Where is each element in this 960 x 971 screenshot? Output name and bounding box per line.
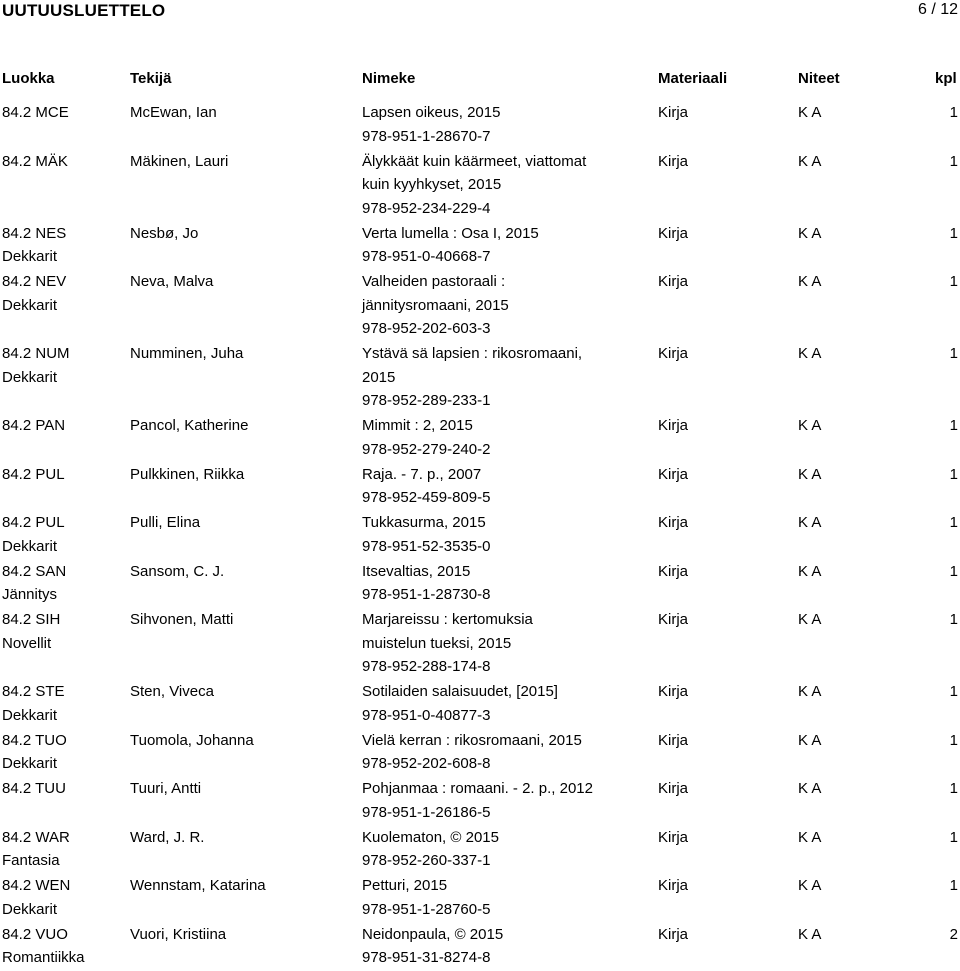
cell-luokka <box>2 150 122 174</box>
table-row <box>0 463 960 512</box>
cell-materiaali: Kirja <box>658 874 718 898</box>
table-row <box>0 608 960 680</box>
cell-nimeke-line: Pohjanmaa : romaani. - 2. p., 2012 <box>362 777 647 801</box>
cell-materiaali: Kirja <box>658 826 718 850</box>
cell-kpl: 1 <box>930 560 958 584</box>
table-row <box>0 222 960 271</box>
cell-luokka <box>2 777 122 801</box>
cell-tekija: Nesbø, Jo <box>130 222 355 246</box>
cell-materiaali: Kirja <box>658 222 718 246</box>
cell-luokka <box>2 680 122 727</box>
cell-tekija: Sihvonen, Matti <box>130 608 355 632</box>
cell-nimeke <box>362 414 647 461</box>
cell-luokka-line: Romantiikka <box>2 946 122 970</box>
cell-niteet: K A <box>798 608 868 632</box>
cell-materiaali: Kirja <box>658 923 718 947</box>
cell-nimeke-line: 978-951-1-28760-5 <box>362 898 647 922</box>
cell-niteet: K A <box>798 222 868 246</box>
cell-nimeke <box>362 608 647 679</box>
cell-luokka-line: 84.2 VUO <box>2 923 122 947</box>
cell-luokka <box>2 511 122 558</box>
cell-nimeke <box>362 729 647 776</box>
col-header-tekija: Tekijä <box>130 70 171 87</box>
cell-nimeke <box>362 270 647 341</box>
table-row <box>0 923 960 971</box>
cell-materiaali: Kirja <box>658 608 718 632</box>
cell-luokka <box>2 270 122 317</box>
cell-luokka-line: 84.2 TUO <box>2 729 122 753</box>
cell-nimeke <box>362 680 647 727</box>
cell-luokka-line: Jännitys <box>2 583 122 607</box>
cell-niteet: K A <box>798 511 868 535</box>
cell-nimeke-line: 978-951-1-28730-8 <box>362 583 647 607</box>
cell-nimeke-line: 978-951-1-28670-7 <box>362 125 647 149</box>
page-number: 6 / 12 <box>858 1 958 19</box>
cell-tekija: Sten, Viveca <box>130 680 355 704</box>
cell-niteet: K A <box>798 414 868 438</box>
cell-luokka-line: Dekkarit <box>2 245 122 269</box>
cell-niteet: K A <box>798 826 868 850</box>
cell-nimeke-line: 978-951-0-40668-7 <box>362 245 647 269</box>
cell-kpl: 1 <box>930 777 958 801</box>
cell-kpl: 1 <box>930 222 958 246</box>
col-header-materiaali: Materiaali <box>658 70 727 87</box>
cell-tekija: Pulkkinen, Riikka <box>130 463 355 487</box>
cell-luokka <box>2 729 122 776</box>
cell-luokka-line: 84.2 MCE <box>2 101 122 125</box>
cell-nimeke-line: 2015 <box>362 366 647 390</box>
cell-niteet: K A <box>798 463 868 487</box>
cell-nimeke-line: Lapsen oikeus, 2015 <box>362 101 647 125</box>
cell-kpl: 1 <box>930 342 958 366</box>
cell-nimeke-line: 978-952-202-608-8 <box>362 752 647 776</box>
cell-tekija: Mäkinen, Lauri <box>130 150 355 174</box>
cell-kpl: 1 <box>930 874 958 898</box>
cell-nimeke-line: Älykkäät kuin käärmeet, viattomat <box>362 150 647 174</box>
cell-nimeke-line: 978-951-1-26186-5 <box>362 801 647 825</box>
cell-luokka <box>2 101 122 125</box>
table-row <box>0 826 960 875</box>
cell-niteet: K A <box>798 101 868 125</box>
cell-luokka-line: Novellit <box>2 632 122 656</box>
cell-nimeke-line: Petturi, 2015 <box>362 874 647 898</box>
cell-nimeke-line: 978-952-459-809-5 <box>362 486 647 510</box>
cell-nimeke-line: Tukkasurma, 2015 <box>362 511 647 535</box>
cell-nimeke-line: 978-952-234-229-4 <box>362 197 647 221</box>
cell-nimeke-line: Vielä kerran : rikosromaani, 2015 <box>362 729 647 753</box>
table-row <box>0 874 960 923</box>
cell-luokka-line: Dekkarit <box>2 294 122 318</box>
table-row <box>0 414 960 463</box>
cell-tekija: Neva, Malva <box>130 270 355 294</box>
cell-nimeke-line: Valheiden pastoraali : <box>362 270 647 294</box>
cell-nimeke-line: 978-951-52-3535-0 <box>362 535 647 559</box>
cell-luokka-line: Dekkarit <box>2 704 122 728</box>
cell-materiaali: Kirja <box>658 680 718 704</box>
table-header <box>0 70 960 90</box>
cell-luokka <box>2 560 122 607</box>
cell-nimeke-line: Ystävä sä lapsien : rikosromaani, <box>362 342 647 366</box>
cell-tekija: Ward, J. R. <box>130 826 355 850</box>
cell-luokka <box>2 923 122 970</box>
cell-nimeke <box>362 101 647 148</box>
cell-tekija: Tuuri, Antti <box>130 777 355 801</box>
cell-kpl: 1 <box>930 270 958 294</box>
cell-materiaali: Kirja <box>658 270 718 294</box>
cell-luokka <box>2 826 122 873</box>
cell-nimeke-line: jännitysromaani, 2015 <box>362 294 647 318</box>
cell-nimeke-line: 978-952-279-240-2 <box>362 438 647 462</box>
cell-luokka-line: 84.2 SIH <box>2 608 122 632</box>
cell-tekija: Wennstam, Katarina <box>130 874 355 898</box>
cell-niteet: K A <box>798 680 868 704</box>
cell-luokka-line: Dekkarit <box>2 752 122 776</box>
cell-luokka-line: 84.2 NEV <box>2 270 122 294</box>
cell-luokka-line: 84.2 SAN <box>2 560 122 584</box>
cell-luokka-line: 84.2 TUU <box>2 777 122 801</box>
cell-kpl: 1 <box>930 414 958 438</box>
cell-kpl: 1 <box>930 511 958 535</box>
cell-luokka <box>2 222 122 269</box>
cell-nimeke <box>362 342 647 413</box>
cell-nimeke <box>362 222 647 269</box>
cell-nimeke-line: Verta lumella : Osa I, 2015 <box>362 222 647 246</box>
cell-kpl: 1 <box>930 463 958 487</box>
table-row <box>0 342 960 414</box>
cell-luokka-line: 84.2 PAN <box>2 414 122 438</box>
cell-nimeke-line: Mimmit : 2, 2015 <box>362 414 647 438</box>
cell-luokka-line: Dekkarit <box>2 535 122 559</box>
table-row <box>0 680 960 729</box>
cell-nimeke-line: Raja. - 7. p., 2007 <box>362 463 647 487</box>
cell-kpl: 1 <box>930 826 958 850</box>
cell-kpl: 1 <box>930 608 958 632</box>
cell-materiaali: Kirja <box>658 150 718 174</box>
page-title: UUTUUSLUETTELO <box>2 1 165 21</box>
cell-niteet: K A <box>798 874 868 898</box>
cell-materiaali: Kirja <box>658 729 718 753</box>
cell-kpl: 1 <box>930 680 958 704</box>
cell-materiaali: Kirja <box>658 463 718 487</box>
cell-materiaali: Kirja <box>658 101 718 125</box>
table-row <box>0 511 960 560</box>
cell-nimeke-line: Kuolematon, © 2015 <box>362 826 647 850</box>
cell-kpl: 1 <box>930 101 958 125</box>
cell-niteet: K A <box>798 150 868 174</box>
cell-nimeke-line: 978-951-31-8274-8 <box>362 946 647 970</box>
cell-nimeke-line: 978-952-289-233-1 <box>362 389 647 413</box>
cell-luokka-line: Dekkarit <box>2 898 122 922</box>
cell-materiaali: Kirja <box>658 414 718 438</box>
cell-nimeke <box>362 777 647 824</box>
cell-nimeke-line: Neidonpaula, © 2015 <box>362 923 647 947</box>
col-header-kpl: kpl <box>935 70 957 87</box>
table-row <box>0 270 960 342</box>
col-header-nimeke: Nimeke <box>362 70 415 87</box>
catalog-table <box>0 101 960 971</box>
cell-nimeke-line: Itsevaltias, 2015 <box>362 560 647 584</box>
cell-niteet: K A <box>798 923 868 947</box>
cell-niteet: K A <box>798 270 868 294</box>
cell-luokka <box>2 342 122 389</box>
cell-luokka-line: 84.2 NES <box>2 222 122 246</box>
cell-luokka <box>2 874 122 921</box>
cell-tekija: Tuomola, Johanna <box>130 729 355 753</box>
col-header-luokka: Luokka <box>2 70 55 87</box>
cell-niteet: K A <box>798 729 868 753</box>
cell-nimeke <box>362 150 647 221</box>
cell-luokka-line: 84.2 PUL <box>2 463 122 487</box>
cell-nimeke-line: 978-951-0-40877-3 <box>362 704 647 728</box>
cell-nimeke-line: 978-952-288-174-8 <box>362 655 647 679</box>
cell-nimeke-line: kuin kyyhkyset, 2015 <box>362 173 647 197</box>
cell-nimeke <box>362 826 647 873</box>
cell-nimeke-line: muistelun tueksi, 2015 <box>362 632 647 656</box>
cell-materiaali: Kirja <box>658 560 718 584</box>
cell-nimeke <box>362 511 647 558</box>
cell-materiaali: Kirja <box>658 511 718 535</box>
cell-luokka-line: 84.2 WEN <box>2 874 122 898</box>
cell-niteet: K A <box>798 560 868 584</box>
cell-luokka <box>2 463 122 487</box>
cell-nimeke <box>362 560 647 607</box>
cell-nimeke <box>362 923 647 970</box>
cell-tekija: Pancol, Katherine <box>130 414 355 438</box>
cell-luokka-line: 84.2 PUL <box>2 511 122 535</box>
table-row <box>0 777 960 826</box>
cell-luokka-line: 84.2 STE <box>2 680 122 704</box>
cell-nimeke <box>362 874 647 921</box>
cell-nimeke-line: Marjareissu : kertomuksia <box>362 608 647 632</box>
cell-tekija: Sansom, C. J. <box>130 560 355 584</box>
cell-luokka <box>2 608 122 655</box>
cell-niteet: K A <box>798 342 868 366</box>
cell-luokka-line: Fantasia <box>2 849 122 873</box>
table-row <box>0 729 960 778</box>
cell-nimeke <box>362 463 647 510</box>
cell-luokka-line: Dekkarit <box>2 366 122 390</box>
cell-materiaali: Kirja <box>658 342 718 366</box>
cell-luokka-line: 84.2 WAR <box>2 826 122 850</box>
cell-tekija: McEwan, Ian <box>130 101 355 125</box>
cell-materiaali: Kirja <box>658 777 718 801</box>
table-row <box>0 560 960 609</box>
cell-kpl: 1 <box>930 150 958 174</box>
cell-luokka-line: 84.2 MÄK <box>2 150 122 174</box>
cell-tekija: Numminen, Juha <box>130 342 355 366</box>
cell-kpl: 2 <box>930 923 958 947</box>
cell-kpl: 1 <box>930 729 958 753</box>
cell-niteet: K A <box>798 777 868 801</box>
cell-nimeke-line: Sotilaiden salaisuudet, [2015] <box>362 680 647 704</box>
cell-tekija: Vuori, Kristiina <box>130 923 355 947</box>
table-row <box>0 101 960 150</box>
cell-luokka-line: 84.2 NUM <box>2 342 122 366</box>
cell-nimeke-line: 978-952-202-603-3 <box>362 317 647 341</box>
cell-tekija: Pulli, Elina <box>130 511 355 535</box>
cell-luokka <box>2 414 122 438</box>
col-header-niteet: Niteet <box>798 70 840 87</box>
cell-nimeke-line: 978-952-260-337-1 <box>362 849 647 873</box>
table-row <box>0 150 960 222</box>
